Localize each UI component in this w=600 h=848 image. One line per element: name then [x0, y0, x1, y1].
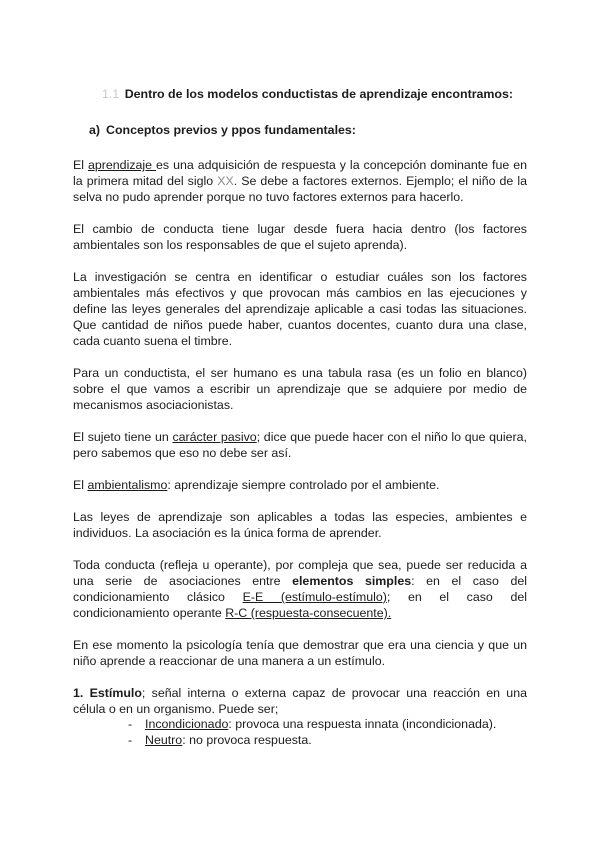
paragraph-asociaciones — [73, 557, 527, 621]
term-aprendizaje: aprendizaje — [87, 158, 157, 172]
section-title: Dentro de los modelos conductistas de aprendizaje encontramos: — [124, 87, 514, 101]
text-run: Toda conducta (refleja u operante), por compleja que sea, puede ser reducida a una serie de asociaciones entre — [73, 558, 527, 588]
dash-bullet: - — [128, 717, 133, 731]
text-run: ; dice que puede hacer con el niño lo que quiera, pero sabemos que eso no debe ser así. — [73, 430, 527, 460]
subsection-title: Conceptos previos y ppos fundamentales: — [106, 123, 356, 137]
text-run: es una adquisición de respuesta y la concepción dominante fue en la primera mitad del siglo — [73, 158, 527, 188]
document-page — [73, 86, 527, 748]
text-run: : aprendizaje siempre controlado por el ambiente. — [167, 478, 440, 492]
highlighted-century: XX — [217, 174, 234, 188]
paragraph-ambientalismo — [73, 477, 527, 493]
paragraph-investigacion: La investigación se centra en identificar o estudiar cuáles son los factores ambientales más efectivos y que provocan más cambios en las ejecuciones y define las leyes generales del aprendizaje aplicable a casi todas las situaciones. Que cantidad de niños puede haber, cuantos docentes, cuanto dura una clase, cada cuanto suena el timbre. — [73, 270, 527, 348]
term-neutro: Neutro — [145, 732, 183, 747]
subsection-letter: a) — [89, 123, 101, 137]
text-run: El — [73, 478, 88, 492]
paragraph-estimulo — [73, 685, 527, 717]
term-caracter-pasivo: carácter pasivo — [172, 430, 257, 444]
paragraph-caracter-pasivo — [73, 429, 527, 461]
term-ambientalismo: ambientalismo — [87, 478, 168, 492]
term-elementos-simples: elementos simples — [292, 574, 412, 588]
text-run: El sujeto tiene un — [73, 430, 173, 444]
paragraph-cambio-conducta: El cambio de conducta tiene lugar desde fuera hacia dentro (los factores ambientales son los responsables de que el sujeto aprenda). — [73, 222, 527, 252]
term-r-c: R-C (respuesta-consecuente). — [225, 606, 392, 620]
text-run: . Se debe a factores externos. Ejemplo; el niño de la selva no pudo aprender porque no tuvo factores externos para hacerlo. — [73, 174, 527, 204]
paragraph-aprendizaje — [73, 157, 527, 205]
list-item — [128, 717, 527, 733]
text-run: : no provoca respuesta. — [182, 732, 312, 747]
term-estimulo: 1. Estímulo — [73, 686, 142, 700]
text-run: : en el caso del condicionamiento clásico — [73, 574, 527, 604]
section-number: 1.1 — [102, 87, 120, 101]
term-incondicionado: Incondicionado — [145, 717, 229, 731]
paragraph-tabula-rasa: Para un conductista, el ser humano es una tabula rasa (es un folio en blanco) sobre el que vamos a escribir un aprendizaje que se adquiere por medio de mecanismos asociacionistas. — [73, 366, 527, 412]
section-heading — [102, 86, 527, 102]
text-run: : provoca una respuesta innata (incondicionada). — [228, 717, 497, 731]
paragraph-psicologia-ciencia: En ese momento la psicología tenía que demostrar que era una ciencia y que un niño aprende a reaccionar de una manera a un estímulo. — [73, 638, 527, 668]
text-run: ; señal interna o externa capaz de provocar una reacción en una célula o en un organismo. Puede ser; — [73, 686, 527, 716]
paragraph-leyes: Las leyes de aprendizaje son aplicables a todas las especies, ambientes e individuos. La asociación es la única forma de aprender. — [73, 510, 527, 540]
list-item — [128, 733, 527, 749]
term-e-e: E-E (estímulo-estímulo) — [242, 590, 387, 604]
text-run: ; en el caso del condicionamiento operante — [73, 590, 527, 620]
dash-bullet: - — [128, 732, 133, 747]
stimulus-types-list — [73, 717, 527, 748]
text-run: El — [73, 158, 88, 172]
subsection-heading — [89, 122, 527, 138]
